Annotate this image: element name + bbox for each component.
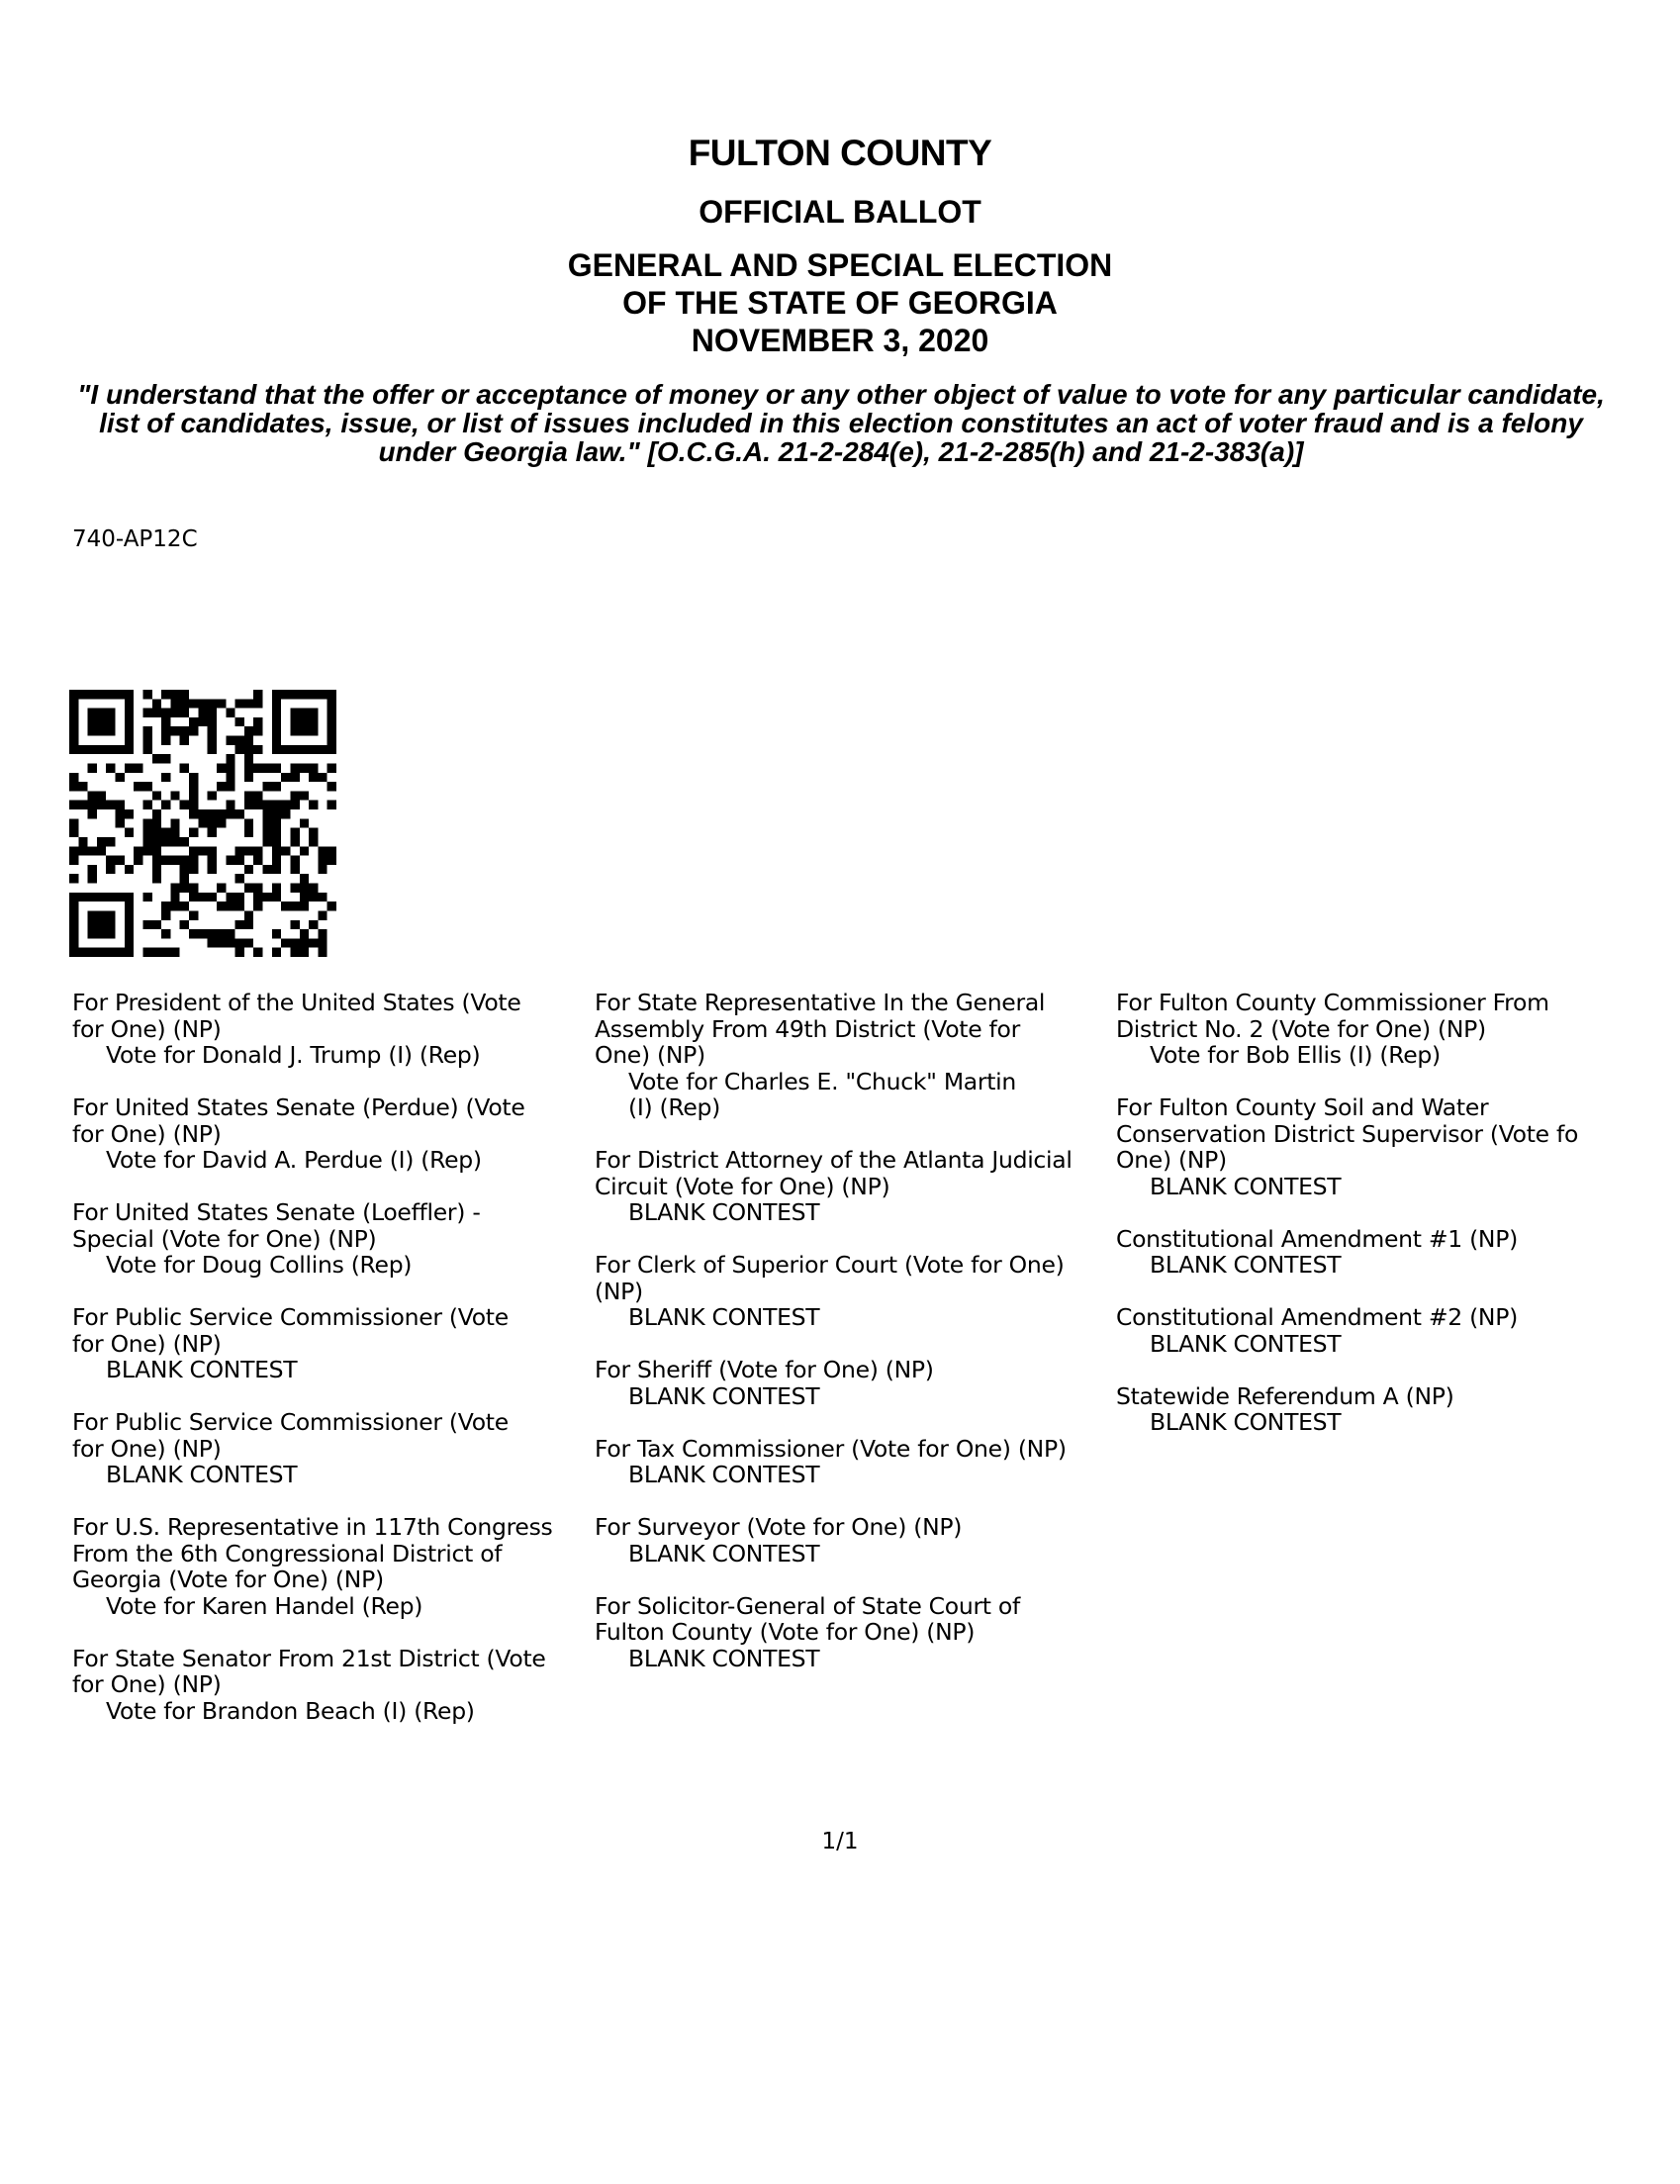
contest-title: Statewide Referendum A (NP) bbox=[1116, 1381, 1454, 1410]
contest-block bbox=[595, 990, 1109, 1121]
contest-block bbox=[1116, 1226, 1670, 1279]
election-date: NOVEMBER 3, 2020 bbox=[691, 323, 989, 358]
contest-title: For United States Senate (Perdue) (Vote for One) (NP) bbox=[72, 1093, 525, 1148]
contest-block bbox=[72, 990, 587, 1069]
contest-title: For Clerk of Superior Court (Vote for One) (NP) bbox=[595, 1251, 1065, 1305]
contest-choice: Vote for David A. Perdue (I) (Rep) bbox=[106, 1146, 482, 1174]
voter-fraud-oath: "I understand that the offer or acceptance of money or any other object of value to vote for any particular candidate, list of candidates, issue, or list of issues included in this election constitutes an act of voter fraud and is a felony under Georgia law." [O.C.G.A. 21-2-284(e), 21-2-285(h) and 21-2-383(a)] bbox=[77, 379, 1605, 467]
contest-choice: BLANK CONTEST bbox=[628, 1381, 820, 1410]
contest-block bbox=[1116, 990, 1670, 1069]
election-title-line1: GENERAL AND SPECIAL ELECTION bbox=[567, 247, 1113, 283]
contest-choice: Vote for Doug Collins (Rep) bbox=[106, 1251, 413, 1279]
contest-title: For Surveyor (Vote for One) (NP) bbox=[595, 1513, 963, 1541]
contest-choice: BLANK CONTEST bbox=[628, 1461, 820, 1488]
contest-block bbox=[595, 1147, 1109, 1226]
contest-choice: Vote for Donald J. Trump (I) (Rep) bbox=[106, 1041, 481, 1069]
contest-block bbox=[72, 1646, 587, 1725]
page-number: 1/1 bbox=[821, 1829, 859, 1854]
contest-title: Constitutional Amendment #2 (NP) bbox=[1116, 1303, 1518, 1331]
contest-block bbox=[595, 1357, 1109, 1409]
contest-title: For U.S. Representative in 117th Congress From the 6th Congressional District of Georgia (Vote for One) (NP) bbox=[72, 1513, 553, 1593]
county-title: FULTON COUNTY bbox=[688, 133, 992, 173]
contest-choice: Vote for Charles E. "Chuck" Martin (I) (Rep) bbox=[628, 1067, 1016, 1121]
contest-column-3 bbox=[1116, 990, 1670, 1462]
election-title-line2: OF THE STATE OF GEORGIA bbox=[622, 285, 1058, 321]
contest-choice: BLANK CONTEST bbox=[628, 1539, 820, 1567]
contest-title: For Fulton County Commissioner From District No. 2 (Vote for One) (NP) bbox=[1116, 989, 1549, 1043]
contest-column-1 bbox=[72, 990, 587, 1751]
contest-choice: BLANK CONTEST bbox=[106, 1461, 298, 1488]
contest-block bbox=[1116, 1094, 1670, 1199]
contest-block bbox=[1116, 1304, 1670, 1357]
contest-block bbox=[1116, 1383, 1670, 1436]
contest-choice: BLANK CONTEST bbox=[628, 1303, 820, 1331]
contest-block bbox=[595, 1252, 1109, 1331]
contest-block bbox=[72, 1514, 587, 1619]
qr-code bbox=[69, 690, 336, 957]
contest-title: For Sheriff (Vote for One) (NP) bbox=[595, 1356, 934, 1383]
contest-choice: BLANK CONTEST bbox=[628, 1644, 820, 1672]
contest-choice: Vote for Bob Ellis (I) (Rep) bbox=[1150, 1041, 1441, 1069]
contest-choice: Vote for Karen Handel (Rep) bbox=[106, 1591, 423, 1620]
contest-title: For Solicitor-General of State Court of Fulton County (Vote for One) (NP) bbox=[595, 1591, 1020, 1646]
contest-title: Constitutional Amendment #1 (NP) bbox=[1116, 1224, 1518, 1253]
contest-choice: BLANK CONTEST bbox=[1150, 1408, 1342, 1436]
ballot-style-id: 740-AP12C bbox=[72, 526, 198, 552]
contest-block bbox=[595, 1514, 1109, 1567]
ballot-type-title: OFFICIAL BALLOT bbox=[699, 194, 981, 230]
contest-block bbox=[595, 1436, 1109, 1488]
contest-title: For Public Service Commissioner (Vote for One) (NP) bbox=[72, 1408, 509, 1463]
contest-title: For State Senator From 21st District (Vote for One) (NP) bbox=[72, 1644, 546, 1698]
contest-choice: BLANK CONTEST bbox=[628, 1198, 820, 1226]
contest-choice: BLANK CONTEST bbox=[1150, 1172, 1342, 1200]
contest-title: For State Representative In the General Assembly From 49th District (Vote for One) (NP) bbox=[595, 989, 1046, 1069]
contest-block bbox=[72, 1199, 587, 1279]
contest-title: For District Attorney of the Atlanta Judicial Circuit (Vote for One) (NP) bbox=[595, 1146, 1073, 1200]
contest-title: For President of the United States (Vote for One) (NP) bbox=[72, 989, 521, 1043]
contest-title: For Tax Commissioner (Vote for One) (NP) bbox=[595, 1434, 1067, 1463]
contest-title: For United States Senate (Loeffler) - Special (Vote for One) (NP) bbox=[72, 1198, 481, 1253]
contest-title: For Fulton County Soil and Water Conservation District Supervisor (Vote fo One) (NP) bbox=[1116, 1093, 1579, 1174]
contest-choice: BLANK CONTEST bbox=[1150, 1251, 1342, 1279]
contest-block bbox=[595, 1593, 1109, 1672]
contest-column-2 bbox=[595, 990, 1109, 1698]
contest-choice: BLANK CONTEST bbox=[106, 1356, 298, 1383]
contest-block bbox=[72, 1094, 587, 1174]
contest-block bbox=[72, 1304, 587, 1383]
contest-choice: Vote for Brandon Beach (I) (Rep) bbox=[106, 1696, 475, 1725]
contest-choice: BLANK CONTEST bbox=[1150, 1329, 1342, 1358]
contest-title: For Public Service Commissioner (Vote for One) (NP) bbox=[72, 1303, 509, 1358]
contest-block bbox=[72, 1409, 587, 1488]
